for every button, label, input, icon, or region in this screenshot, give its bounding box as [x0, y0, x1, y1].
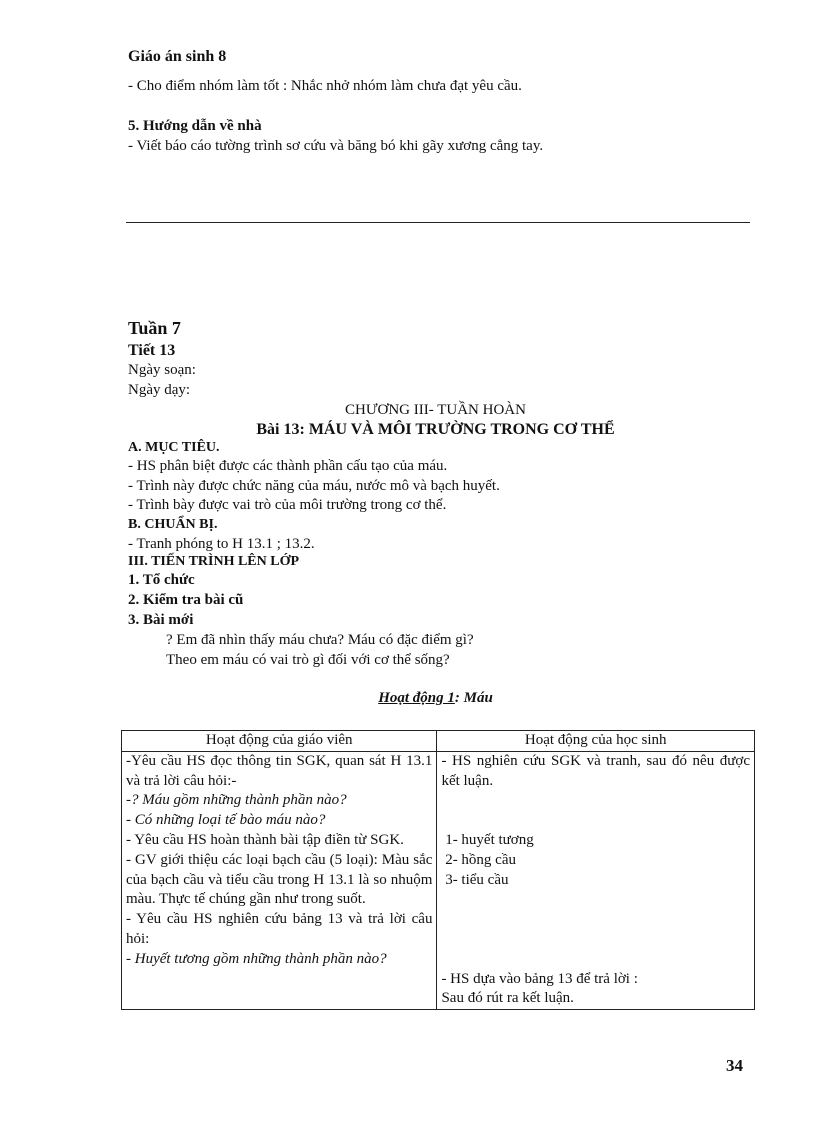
lesson-title: Bài 13: MÁU VÀ MÔI TRƯỜNG TRONG CƠ THỂ: [256, 421, 615, 438]
procedure-heading: III. TIẾN TRÌNH LÊN LỚP: [128, 554, 300, 569]
week-label: Tuần 7: [128, 318, 181, 338]
opening-question: Theo em máu có vai trò gì đối với cơ thể sống?: [166, 652, 450, 668]
objective-item: - Trình bày được vai trò của môi trường trong cơ thể.: [128, 497, 447, 513]
student-answer: 1- huyết tương: [441, 831, 534, 848]
teacher-activity-cell: [122, 751, 437, 1009]
prep-date-label: Ngày soạn:: [128, 362, 196, 378]
activity-label: Hoạt động 1: [378, 690, 455, 706]
table-header-row: [122, 731, 755, 752]
opening-question: ? Em đã nhìn thấy máu chưa? Máu có đặc điểm gì?: [166, 632, 474, 648]
objectives-heading: A. MỤC TIÊU.: [128, 440, 220, 455]
student-answer: 3- tiểu cầu: [441, 871, 509, 888]
student-column-header: Hoạt động của học sinh: [437, 731, 755, 752]
student-activity-cell: [437, 751, 755, 1009]
homework-instruction: - Viết báo cáo tường trình sơ cứu và băng bó khi gãy xương cẳng tay.: [128, 138, 544, 154]
step-review: 2. Kiểm tra bài cũ: [128, 592, 244, 608]
student-line: Sau đó rút ra kết luận.: [441, 990, 574, 1007]
homework-section-title: 5. Hướng dẫn về nhà: [128, 118, 262, 134]
teacher-line: - GV giới thiệu các loại bạch cầu (5 loại): Màu sắc của bạch cầu và tiểu cầu trong H 13.1 là so nhuộm màu. Thực tế chúng gần như trong suốt.: [126, 851, 433, 908]
teacher-question: -? Máu gồm những thành phần nào?: [126, 792, 347, 809]
objective-item: - Trình này được chức năng của máu, nước mô và bạch huyết.: [128, 478, 500, 494]
grading-note: - Cho điểm nhóm làm tốt : Nhắc nhở nhóm làm chưa đạt yêu cầu.: [128, 78, 522, 94]
teacher-line: - Yêu cầu HS nghiên cứu bảng 13 và trả lời câu hỏi:: [126, 911, 433, 947]
teacher-line: - Yêu cầu HS hoàn thành bài tập điền từ SGK.: [126, 831, 404, 848]
step-organization: 1. Tổ chức: [128, 572, 195, 588]
student-line: - HS nghiên cứu SGK và tranh, sau đó nêu được kết luận.: [441, 752, 750, 789]
preparation-heading: B. CHUẨN BỊ.: [128, 517, 218, 532]
table-row: [122, 751, 755, 1009]
student-line: - HS dựa vào bảng 13 để trả lời :: [441, 970, 638, 987]
teach-date-label: Ngày dạy:: [128, 382, 191, 398]
section-divider: [126, 222, 750, 223]
step-new-lesson: 3. Bài mới: [128, 612, 194, 628]
teacher-line: -Yêu cầu HS đọc thông tin SGK, quan sát H 13.1 và trả lời câu hỏi:-: [126, 752, 433, 789]
chapter-title: CHƯƠNG III- TUẦN HOÀN: [345, 402, 526, 418]
activity-suffix: : Máu: [454, 690, 493, 706]
document-header-title: Giáo án sinh 8: [128, 48, 227, 65]
teacher-question: - Huyết tương gồm những thành phần nào?: [126, 950, 387, 967]
objective-item: - HS phân biệt được các thành phần cấu tạo của máu.: [128, 458, 448, 474]
teacher-question: - Có những loại tế bào máu nào?: [126, 812, 326, 829]
page-number: 34: [726, 1056, 743, 1075]
teacher-column-header: Hoạt động của giáo viên: [122, 731, 437, 752]
period-label: Tiết 13: [128, 342, 176, 359]
student-answer: 2- hồng cầu: [441, 851, 516, 868]
activity-table: [121, 730, 755, 1010]
activity-title: [128, 690, 743, 707]
preparation-item: - Tranh phóng to H 13.1 ; 13.2.: [128, 536, 315, 552]
